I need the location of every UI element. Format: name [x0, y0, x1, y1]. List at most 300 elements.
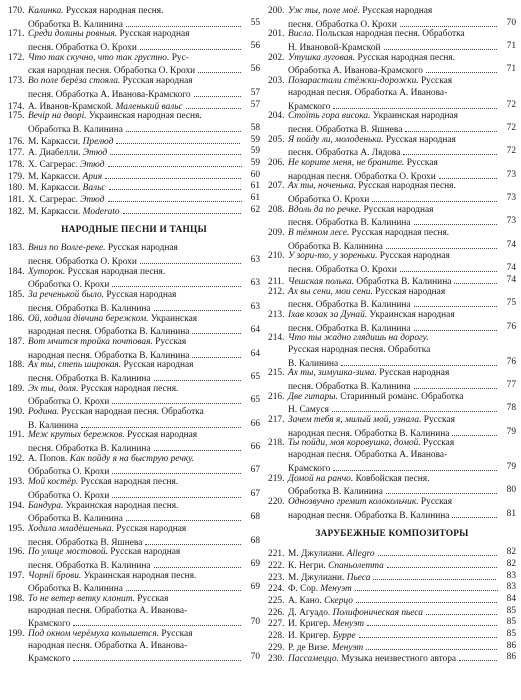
toc-entry-line — [8, 501, 260, 513]
entry-text: песня. Обработка В. Калинина — [28, 303, 151, 314]
entry-text: Русская — [421, 415, 455, 426]
entry-page-number: 65 — [250, 395, 260, 406]
toc-entry-line — [8, 278, 260, 290]
entry-text: песня. Обработка О. Крохи — [28, 43, 137, 53]
entry-text: М. Каркасси. — [28, 183, 83, 193]
entry-title: В тёмном лесе. — [288, 228, 350, 239]
entry-title: Ах ты, ноченька. — [288, 181, 356, 192]
entry-text: Украинская народная — [367, 309, 455, 320]
entry-number: 203. — [268, 76, 285, 87]
entry-number: 192. — [8, 453, 25, 464]
entry-page-number: 72 — [506, 146, 516, 157]
entry-text: песня. Обработка В. Калинина — [288, 382, 411, 392]
toc-entry-line — [8, 430, 260, 442]
leader-dots — [333, 462, 497, 471]
entry-text: Русская народная — [113, 523, 187, 534]
leader-dots — [356, 594, 497, 603]
toc-entry-line — [268, 450, 516, 462]
entry-text: народная песня. Обработка О. Крохи — [288, 171, 436, 182]
toc-entry-line — [8, 395, 260, 407]
leader-dots — [140, 41, 241, 50]
entry-number: 230. — [268, 654, 285, 665]
leader-dots — [384, 41, 497, 50]
entry-text: Рус- — [169, 52, 189, 63]
entry-page-number: 73 — [506, 193, 516, 203]
entry-number: 183. — [8, 243, 25, 254]
leader-dots — [105, 170, 241, 179]
entry-title: Калинка. — [28, 6, 64, 16]
toc-entry — [8, 181, 260, 193]
toc-entry — [268, 368, 516, 391]
entry-text: Русская — [134, 594, 169, 604]
leader-dots — [414, 216, 497, 225]
entry-text: Русская народная песня. — [65, 266, 166, 277]
entry-text: Обработка О. Крохи — [288, 195, 370, 205]
entry-title: По улице мостовой. — [28, 547, 108, 558]
entry-title: Этюд — [80, 195, 105, 205]
entry-title: Этюд — [82, 148, 108, 158]
entry-page-number: 77 — [506, 380, 516, 390]
toc-entry-line — [268, 158, 516, 170]
entry-text: Обработка В. Калинина — [28, 514, 123, 524]
entry-number: 184. — [8, 266, 25, 277]
entry-number: 175. — [8, 111, 25, 122]
toc-entry — [8, 594, 260, 629]
entry-page-number: 64 — [250, 348, 260, 359]
entry-page-number: 83 — [506, 582, 516, 593]
leader-dots — [81, 419, 241, 428]
toc-entry-line — [268, 29, 516, 41]
entry-text: И. Кригер. — [288, 631, 333, 641]
toc-entry-line — [268, 135, 516, 147]
entry-text: песня. Обработка А. Иванова-Крамского — [28, 89, 191, 100]
leader-dots — [109, 181, 241, 190]
entry-page-number: 70 — [506, 17, 516, 28]
entry-page-number: 70 — [250, 617, 260, 628]
toc-entry-line — [8, 536, 260, 548]
entry-page-number: 57 — [250, 87, 260, 98]
toc-entry — [8, 430, 260, 453]
toc-entry-line — [8, 384, 260, 396]
entry-text: Русская — [418, 76, 453, 87]
entry-text: Русская народная — [107, 547, 181, 558]
toc-entry — [8, 407, 260, 430]
entry-text: народная песня. Обработка А. Иванова- — [28, 640, 188, 651]
leader-dots — [112, 278, 241, 287]
leader-dots — [192, 349, 241, 358]
entry-text: песня. Обработка В. Калинина — [288, 218, 411, 229]
entry-text: Русская народная — [359, 6, 433, 16]
leader-dots — [192, 325, 241, 334]
entry-number: 170. — [8, 6, 25, 16]
section-heading-foreign: ЗАРУБЕЖНЫЕ КОМПОЗИТОРЫ — [315, 529, 469, 540]
leader-dots — [378, 547, 497, 556]
toc-entry — [8, 337, 260, 360]
leader-dots — [426, 606, 497, 615]
entry-text: Н. Ивановой-Крамской — [288, 43, 381, 53]
entry-page-number: 68 — [250, 512, 260, 523]
entry-title: Уж ты, поле моё. — [288, 6, 360, 16]
entry-page-number: 66 — [250, 418, 260, 429]
toc-entry-line — [268, 629, 516, 641]
entry-text: народная песня. Обработка В. Калинина — [288, 428, 450, 439]
entry-text: Русская народная песня. Обработка — [288, 344, 431, 355]
entry-text: Русская народная песня. — [349, 228, 450, 239]
toc-entry-line — [8, 372, 260, 384]
toc-entry-line — [268, 368, 516, 380]
leader-dots — [126, 512, 241, 521]
toc-entry-line — [268, 559, 516, 571]
entry-page-number: 71 — [506, 64, 516, 75]
entry-text: Русская — [152, 336, 187, 347]
entry-page-number: 85 — [506, 605, 516, 616]
entry-title: Меж крутых бережков. — [28, 430, 125, 441]
entry-text: Украинская — [148, 313, 198, 324]
toc-entry — [268, 6, 516, 29]
entry-text: Музыка неизвестного автора — [338, 654, 457, 665]
entry-text: песня. Обработка В. Калинина — [28, 444, 151, 454]
toc-entry — [268, 474, 516, 497]
entry-page-number: 61 — [250, 193, 260, 203]
entry-number: 187. — [8, 336, 25, 347]
toc-entry — [268, 135, 516, 158]
entry-page-number: 82 — [506, 558, 516, 569]
entry-page-number: 73 — [506, 216, 516, 227]
entry-page-number: 65 — [250, 371, 260, 382]
toc-entry-line — [8, 88, 260, 100]
entry-text: Русская народная — [124, 430, 198, 441]
entry-title: Вниз по Волге-реке. — [28, 243, 106, 254]
toc-entry-line — [268, 193, 516, 205]
entry-text: Русская народная — [120, 76, 193, 87]
leader-dots — [366, 641, 497, 650]
entry-text: народная песня. Обработка В. Калинина — [288, 510, 450, 521]
entry-title: Среди долины ровныя. — [28, 29, 118, 40]
toc-entry — [268, 641, 516, 653]
entry-text: Х. Сагрерас. — [28, 195, 81, 205]
toc-entry-line — [8, 146, 260, 158]
toc-entry-line — [8, 337, 260, 349]
entry-title: Мой костёр. — [28, 477, 79, 488]
toc-entry — [268, 76, 516, 111]
toc-entry-line — [8, 454, 260, 466]
toc-entry — [268, 438, 516, 473]
leader-dots — [414, 322, 497, 331]
entry-text: народная песня. Обработка В. Калинина — [28, 327, 190, 337]
toc-entry-line — [268, 263, 516, 275]
toc-entry — [268, 629, 516, 641]
toc-entry — [8, 205, 260, 217]
entry-number: 172. — [8, 52, 25, 63]
toc-entry — [268, 275, 516, 287]
toc-entry-line — [8, 111, 260, 123]
toc-entry-line — [8, 243, 260, 255]
leader-dots — [186, 100, 241, 109]
leader-dots — [452, 427, 497, 436]
leader-dots — [73, 652, 241, 661]
entry-title: Спаньолетта — [328, 560, 384, 571]
entry-page-number: 66 — [250, 442, 260, 453]
leader-dots — [154, 559, 241, 568]
entry-number: 193. — [8, 477, 25, 488]
toc-entry — [8, 193, 260, 205]
toc-entry-line — [8, 64, 260, 76]
toc-entry — [268, 205, 516, 228]
leader-dots — [333, 100, 497, 109]
toc-entry-line — [268, 415, 516, 427]
toc-entry-line — [8, 123, 260, 135]
entry-page-number: 68 — [250, 535, 260, 546]
entry-text: Украинская народная — [370, 111, 458, 122]
entry-page-number: 74 — [506, 239, 516, 250]
entry-number: 180. — [8, 183, 25, 193]
toc-entry — [8, 29, 260, 52]
entry-number: 173. — [8, 76, 25, 87]
entry-page-number: 76 — [506, 321, 516, 332]
entry-text: Украинская народная песня. — [86, 111, 202, 122]
entry-text: А. Диабелли. — [28, 148, 83, 158]
entry-number: 212. — [268, 286, 285, 297]
entry-title: Бурре — [332, 631, 356, 641]
entry-number: 224. — [268, 584, 285, 594]
toc-entry-line — [8, 290, 260, 302]
toc-entry-line — [8, 547, 260, 559]
toc-entry — [8, 477, 260, 500]
entry-title: Что ты жадно глядишь на дорогу. — [288, 333, 429, 344]
entry-number: 199. — [8, 629, 25, 640]
toc-entry-line — [268, 123, 516, 135]
entry-title: Прелюд — [82, 136, 114, 147]
entry-title: Пьеса — [346, 572, 371, 583]
toc-entry-line — [268, 641, 516, 653]
entry-title: Две гитары. — [288, 391, 338, 402]
toc-entry-line — [268, 380, 516, 392]
entry-text: Русская народная — [105, 243, 178, 254]
entry-number: 229. — [268, 642, 285, 653]
entry-text: Русская народная — [117, 29, 190, 40]
toc-entry-line — [8, 559, 260, 571]
entry-text: песня. Обработка О. Крохи — [288, 265, 397, 275]
entry-text: Русская — [159, 629, 193, 640]
toc-entry-line — [8, 512, 260, 524]
entry-text: Обработка О. Крохи — [28, 490, 110, 501]
entry-title: У зори-то, у зореньки. — [288, 251, 378, 262]
leader-dots — [154, 372, 241, 381]
entry-title: Вот мчится тройка почтовая. — [28, 336, 153, 347]
entry-page-number: 59 — [250, 134, 260, 145]
entry-number: 198. — [8, 594, 25, 604]
entry-page-number: 84 — [506, 594, 516, 604]
toc-entry-line — [8, 302, 260, 314]
entry-number: 178. — [8, 159, 25, 170]
entry-number: 217. — [268, 415, 285, 426]
toc-entry-line — [268, 594, 516, 606]
toc-entry-line — [8, 477, 260, 489]
leader-dots — [459, 652, 497, 661]
entry-page-number: 83 — [506, 570, 516, 581]
toc-entry — [8, 454, 260, 477]
entry-page-number: 57 — [250, 99, 260, 110]
toc-entry-line — [268, 310, 516, 322]
entry-title: Ах ты, зимушка-зима. — [288, 368, 377, 379]
entry-text: Обработка В. Калинина — [288, 487, 383, 497]
entry-number: 202. — [268, 52, 285, 63]
entry-page-number: 55 — [250, 17, 260, 28]
leader-dots — [454, 275, 497, 284]
entry-text: Крамского — [288, 101, 331, 112]
entry-text: А. Попов. — [28, 453, 70, 464]
entry-title: Утушка луговая. — [288, 52, 356, 63]
entry-text: Украинская народная песня. — [63, 500, 179, 511]
toc-entry — [8, 571, 260, 594]
entry-title: Не корите меня, не браните. — [288, 157, 405, 168]
entry-text: народная песня. Обработка А. Иванова- — [288, 450, 448, 461]
entry-text: Крамского — [288, 463, 331, 474]
toc-entry-line — [268, 617, 516, 629]
entry-page-number: 63 — [250, 255, 260, 266]
toc-entry-line — [8, 135, 260, 147]
leader-dots — [140, 255, 241, 264]
entry-text: Ковбойская песня. — [353, 473, 430, 484]
entry-text: песня. Обработка В. Калинина — [28, 560, 151, 571]
toc-entry-line — [8, 489, 260, 501]
toc-entry — [268, 158, 516, 181]
toc-entry — [268, 392, 516, 415]
entry-number: 213. — [268, 309, 285, 320]
toc-entry-line — [8, 193, 260, 205]
entry-text: Крамского — [28, 654, 71, 665]
entry-page-number: 82 — [506, 547, 516, 558]
toc-entry — [8, 170, 260, 182]
entry-number: 194. — [8, 500, 25, 511]
toc-entry-line — [268, 275, 516, 287]
toc-entry-line — [268, 41, 516, 53]
leader-dots — [405, 123, 497, 132]
leader-dots — [110, 146, 241, 155]
entry-title: Маленький вальс — [115, 101, 183, 112]
toc-entry — [268, 310, 516, 333]
toc-entry — [268, 228, 516, 251]
entry-text: песня. Обработка О. Крохи — [288, 19, 397, 30]
toc-entry-line — [268, 392, 516, 404]
toc-entry-line — [268, 403, 516, 415]
entry-number: 228. — [268, 631, 285, 641]
toc-entry-line — [268, 652, 516, 664]
entry-number: 176. — [8, 136, 25, 147]
entry-number: 177. — [8, 148, 25, 158]
entry-page-number: 76 — [506, 356, 516, 367]
entry-text: Русская народная песня. Обработка — [59, 407, 204, 417]
toc-entry-line — [268, 6, 516, 18]
leader-dots — [73, 617, 241, 626]
entry-text: Русская — [404, 157, 438, 168]
entries-group-bottom — [8, 243, 260, 664]
toc-entry-line — [8, 29, 260, 41]
toc-entry-line — [8, 53, 260, 65]
toc-entry-line — [268, 497, 516, 509]
toc-entry-line — [268, 582, 516, 594]
entry-number: 222. — [268, 560, 285, 571]
entry-text: Ф. Сор. — [288, 584, 321, 594]
toc-entry — [8, 290, 260, 313]
toc-entry — [268, 53, 516, 76]
toc-entry — [8, 76, 260, 99]
toc-entry — [8, 111, 260, 134]
toc-entry-line — [8, 267, 260, 279]
entry-number: 204. — [268, 111, 285, 122]
right-column — [268, 6, 516, 664]
entry-title: Вдоль да по речке. — [288, 204, 362, 215]
toc-entry-line — [8, 465, 260, 477]
entry-page-number: 67 — [250, 465, 260, 476]
entry-page-number: 75 — [506, 298, 516, 309]
entry-text: Русская народная — [372, 286, 446, 297]
entry-text: Русская народная песня. — [355, 52, 456, 63]
entry-number: 221. — [268, 549, 285, 559]
entry-text: Русская народная песня. — [78, 477, 179, 488]
leader-dots — [332, 403, 497, 412]
entry-text: Обработка В. Калинина — [28, 584, 123, 594]
entry-text: песня. Обработка В. Яшнева — [288, 124, 403, 135]
entry-text: Крамского — [28, 619, 71, 630]
toc-entry-line — [268, 427, 516, 439]
entry-page-number: 79 — [506, 426, 516, 437]
entry-text: песня. Обработка А. Лядова — [288, 148, 401, 158]
entry-page-number: 74 — [506, 263, 516, 274]
entry-text: В. Калинина — [28, 420, 79, 431]
entry-title: Чорнії брови. — [28, 570, 82, 581]
entry-text: Русская народная — [377, 251, 450, 262]
toc-entry — [268, 652, 516, 664]
toc-entry-line — [8, 76, 260, 88]
leader-dots — [126, 123, 241, 132]
toc-entry-line — [268, 100, 516, 112]
toc-entry — [8, 53, 260, 76]
entry-number: 195. — [8, 523, 25, 534]
entry-page-number: 80 — [506, 485, 516, 496]
entry-text: Обработка О. Крохи — [28, 280, 110, 291]
entry-title: Эх ты, доля. — [28, 383, 79, 394]
entry-number: 216. — [268, 391, 285, 402]
entry-number: 174. — [8, 101, 25, 112]
entry-page-number: 85 — [506, 617, 516, 628]
toc-entry — [8, 267, 260, 290]
toc-entry-line — [268, 64, 516, 76]
toc-entry — [268, 594, 516, 606]
entry-title: Їхав козак за Дунай. — [288, 309, 368, 320]
toc-entry — [268, 617, 516, 629]
toc-entry-line — [8, 594, 260, 606]
entry-number: 211. — [268, 276, 285, 287]
toc-entry — [8, 243, 260, 266]
leader-dots — [387, 559, 497, 568]
toc-entry-line — [8, 325, 260, 337]
entry-title: Висла. — [288, 29, 314, 40]
entry-number: 189. — [8, 383, 25, 394]
toc-entry-line — [268, 345, 516, 357]
toc-entry — [268, 582, 516, 594]
entry-title: Вечір на дворі. — [28, 111, 87, 122]
entry-page-number: 81 — [506, 508, 516, 519]
entry-page-number: 56 — [250, 64, 260, 75]
toc-entry — [268, 181, 516, 204]
entry-text: народная песня. Обработка В. Калинина — [28, 350, 190, 361]
entry-page-number: 63 — [250, 301, 260, 312]
entry-text: Обработка В. Калинина — [288, 241, 383, 252]
entries-group-top — [268, 6, 516, 520]
toc-entry-line — [8, 641, 260, 653]
entry-text: песня. Обработка О. Крохи — [28, 257, 137, 267]
